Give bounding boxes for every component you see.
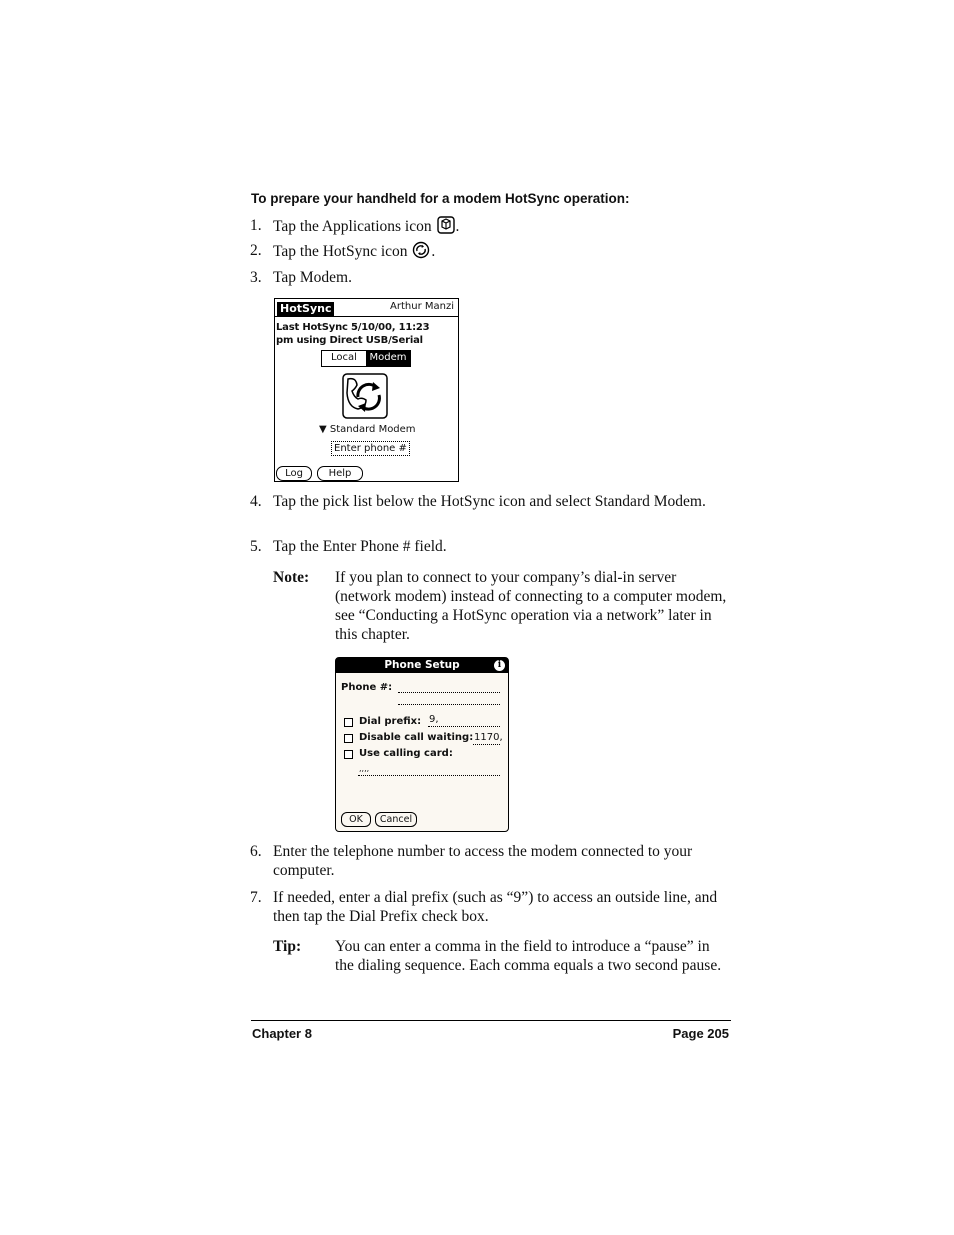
step-text: Tap the Enter Phone # field.	[273, 538, 447, 555]
title-divider	[275, 316, 458, 317]
step-text: Tap the pick list below the HotSync icon and select Standard Modem.	[273, 493, 706, 510]
screen-title: Phone Setup	[336, 658, 508, 673]
hotsync-screen	[274, 298, 459, 482]
step-text: Tap Modem.	[273, 269, 352, 286]
step-number: 2.	[250, 242, 262, 259]
phone-setup-screen	[335, 657, 509, 832]
call-waiting-checkbox[interactable]	[344, 734, 353, 743]
picklist-arrow-icon: ▼	[319, 424, 327, 435]
phone-number-field[interactable]: Enter phone #	[331, 441, 410, 456]
footer-rule	[251, 1020, 731, 1021]
call-waiting-value: 1170,	[474, 732, 503, 743]
phone-label: Phone #:	[341, 682, 393, 693]
tab-modem[interactable]: Modem	[366, 351, 410, 366]
ok-button[interactable]: OK	[341, 812, 371, 827]
step-text: Enter the telephone number to access the modem connected to your computer.	[273, 843, 693, 879]
calling-card-field[interactable]	[358, 775, 500, 776]
calling-card-value: ,,,,	[359, 764, 370, 773]
phone-field-line2[interactable]	[398, 704, 500, 705]
step-number: 5.	[250, 538, 262, 555]
dial-prefix-checkbox[interactable]	[344, 718, 353, 727]
hotsync-button-icon[interactable]	[342, 373, 388, 419]
applications-icon	[437, 216, 455, 239]
tip-text: You can enter a comma in the field to introduce a “pause” in the dialing sequence. Each comma equals a two second pause.	[335, 938, 722, 974]
screen-title: HotSync	[277, 302, 334, 316]
last-hotsync-info: Last HotSync 5/10/00, 11:23 pm using Direct USB/Serial	[276, 322, 430, 346]
phone-field-line1[interactable]	[398, 692, 500, 693]
tip-label: Tip:	[273, 938, 302, 955]
step-number: 1.	[250, 217, 262, 234]
step-number: 6.	[250, 843, 262, 860]
step-number: 7.	[250, 889, 262, 906]
calling-card-label: Use calling card:	[359, 748, 453, 759]
help-button[interactable]: Help	[317, 466, 363, 481]
footer-chapter: Chapter 8	[252, 1026, 312, 1041]
footer-page: Page 205	[672, 1026, 729, 1041]
tab-local[interactable]: Local	[331, 352, 357, 363]
cancel-button[interactable]: Cancel	[375, 812, 417, 827]
dial-prefix-value: 9,	[429, 714, 439, 725]
dial-prefix-field[interactable]	[428, 726, 500, 727]
call-waiting-field[interactable]	[473, 744, 500, 745]
section-heading: To prepare your handheld for a modem HotSync operation:	[251, 191, 630, 206]
call-waiting-label: Disable call waiting:	[359, 732, 474, 743]
dial-prefix-label: Dial prefix:	[359, 716, 422, 727]
hotsync-icon	[412, 241, 430, 264]
note-label: Note:	[273, 569, 310, 586]
info-icon[interactable]: i	[494, 660, 505, 671]
calling-card-checkbox[interactable]	[344, 750, 353, 759]
step-text: If needed, enter a dial prefix (such as “9”) to access an outside line, and then tap the Dial Prefix check box.	[273, 889, 718, 925]
step-number: 4.	[250, 493, 262, 510]
step-number: 3.	[250, 269, 262, 286]
connection-type-selector	[321, 350, 411, 367]
note-text: If you plan to connect to your company’s dial-in server (network modem) instead of connecting to a computer modem, see “Conducting a HotSync operation via a network” later in this chapter.	[335, 569, 727, 643]
user-name: Arthur Manzi	[390, 301, 454, 312]
log-button[interactable]: Log	[276, 466, 312, 481]
modem-picklist[interactable]: ▼ Standard Modem	[319, 424, 416, 435]
step-text: Tap the HotSync icon	[273, 243, 408, 260]
step-text: Tap the Applications icon	[273, 218, 432, 235]
